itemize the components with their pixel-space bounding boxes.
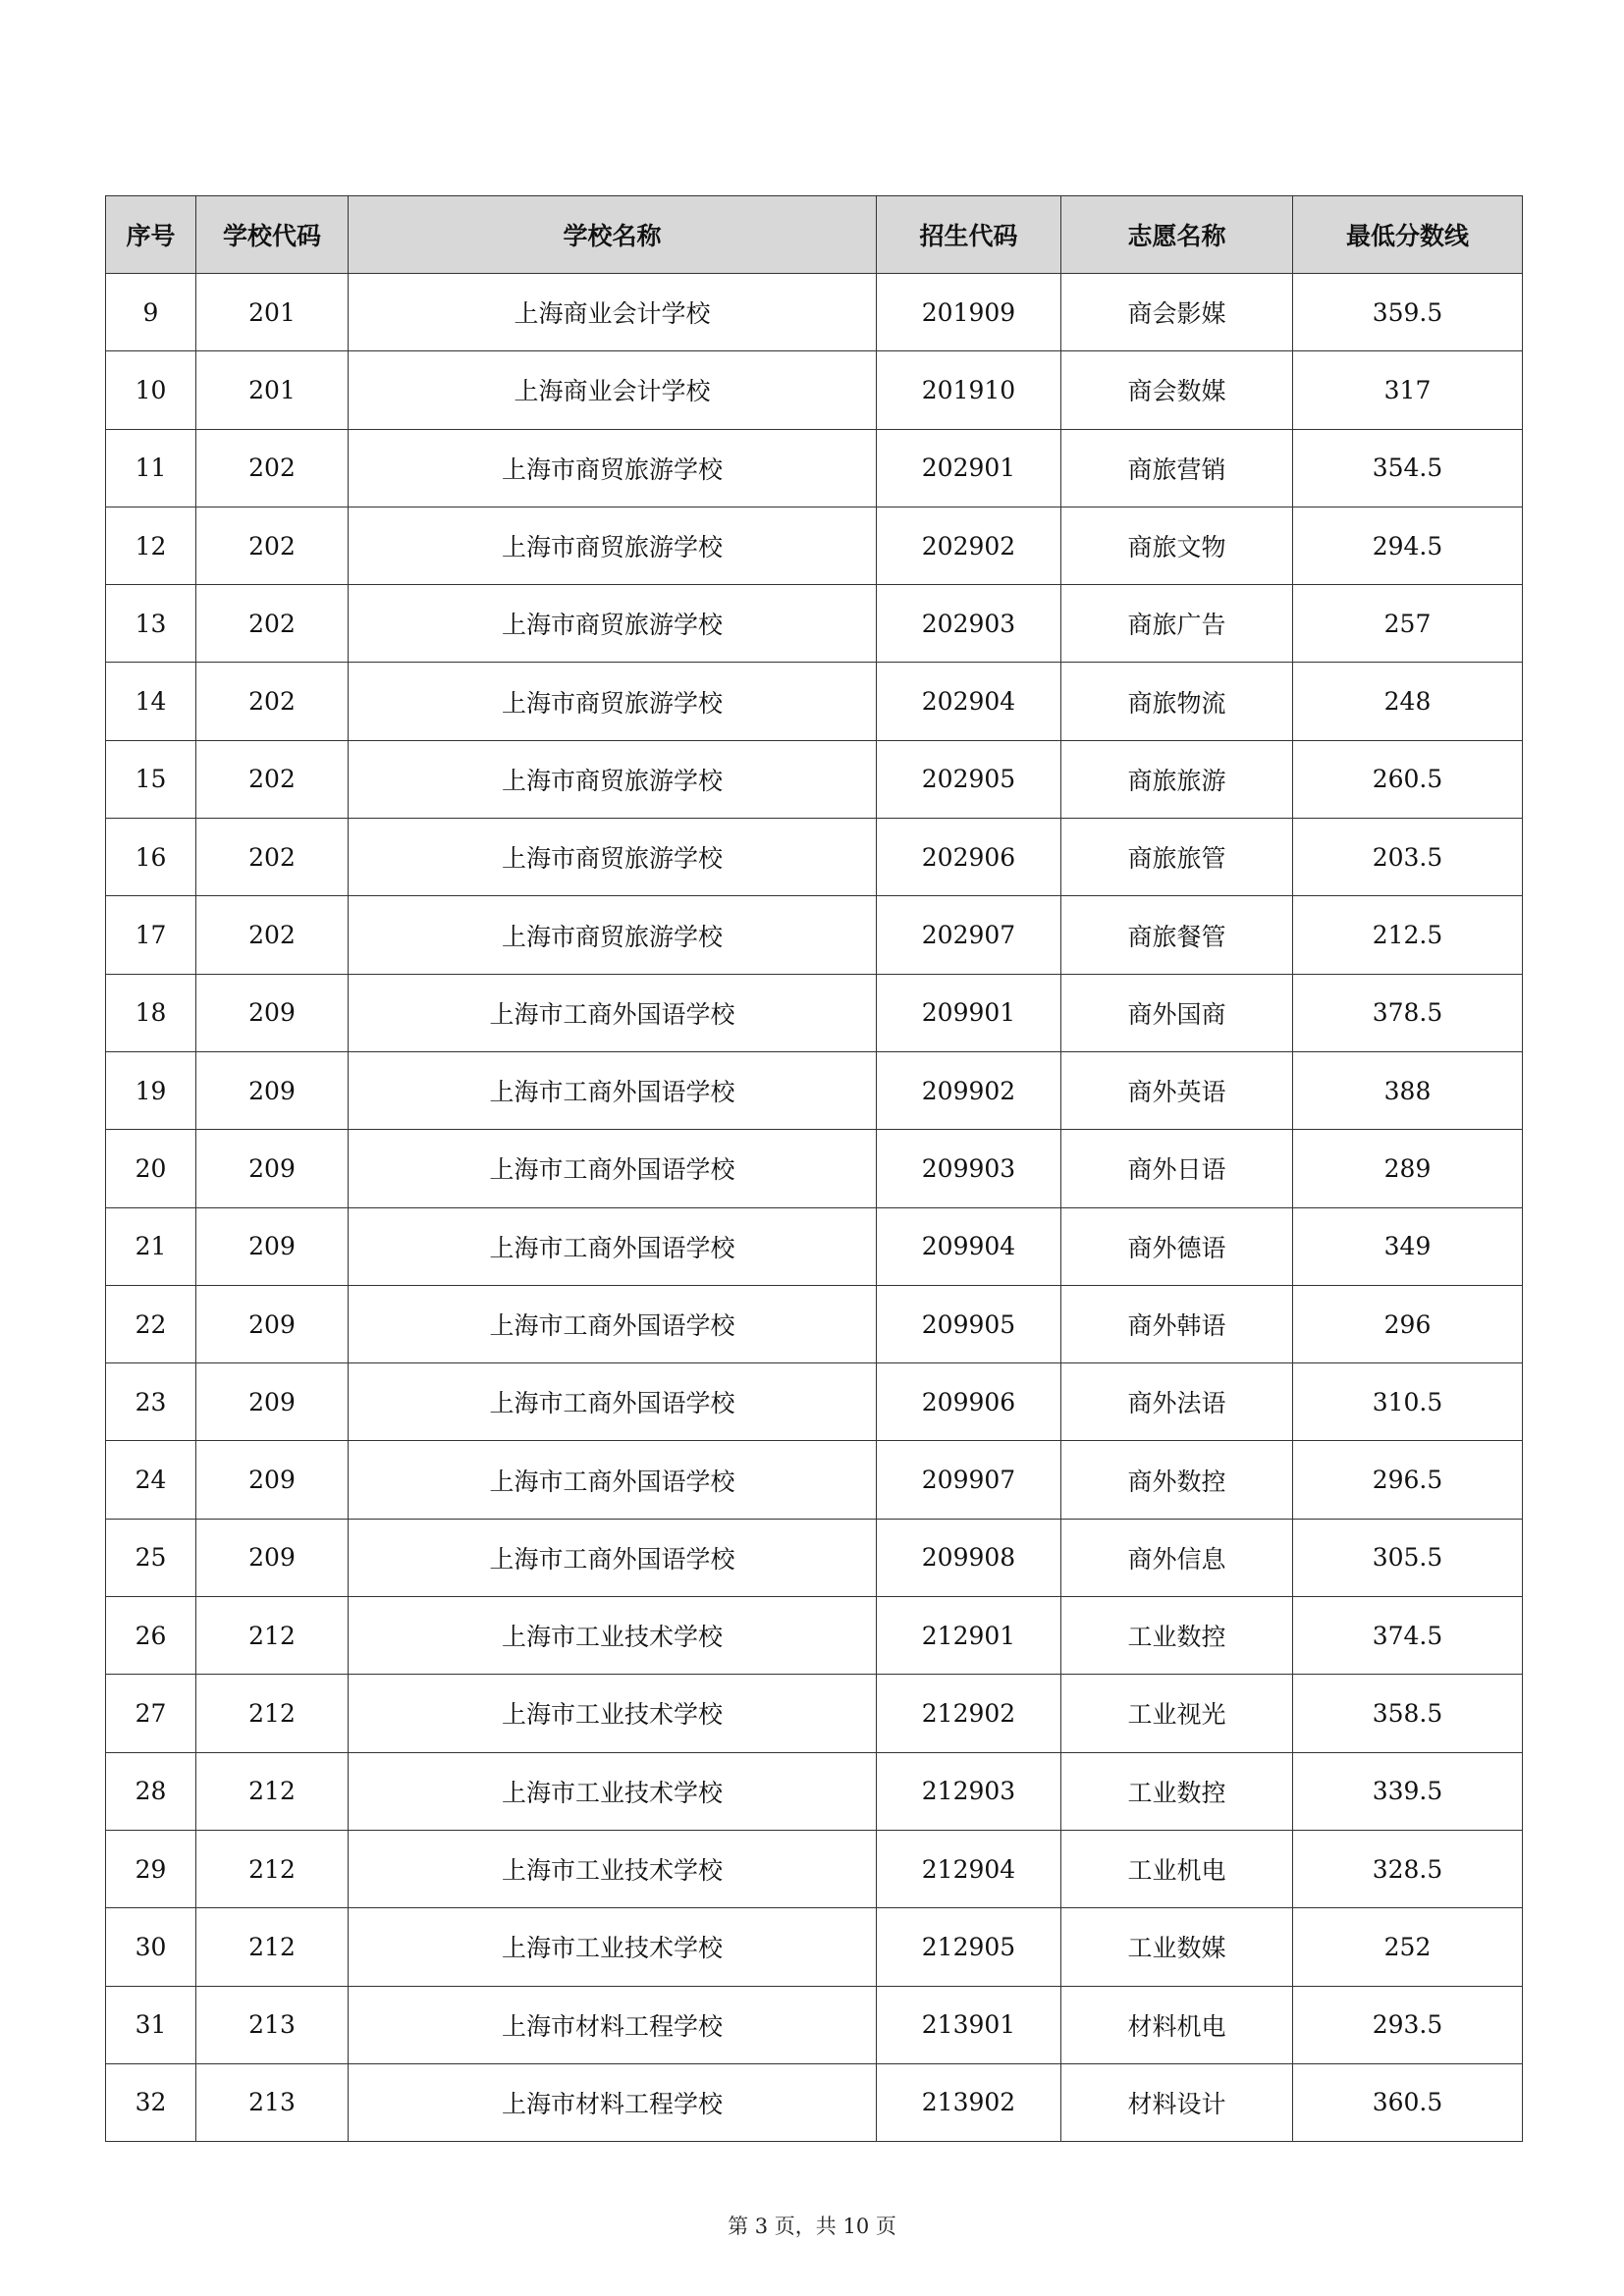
cell-school-code: 202 <box>196 740 349 818</box>
table-row <box>106 819 1523 896</box>
cell-enroll-code: 201909 <box>877 274 1061 351</box>
cell-enroll-code: 209902 <box>877 1051 1061 1129</box>
cell-school-name: 上海市商贸旅游学校 <box>349 819 877 896</box>
cell-enroll-code: 202905 <box>877 740 1061 818</box>
cell-min-score: 358.5 <box>1293 1675 1523 1752</box>
cell-option-name: 商外日语 <box>1061 1130 1293 1207</box>
cell-min-score: 328.5 <box>1293 1830 1523 1907</box>
table-row <box>106 429 1523 507</box>
cell-school-code: 212 <box>196 1597 349 1675</box>
cell-min-score: 289 <box>1293 1130 1523 1207</box>
cell-seq: 19 <box>106 1051 196 1129</box>
cell-min-score: 296 <box>1293 1285 1523 1362</box>
cell-min-score: 378.5 <box>1293 974 1523 1051</box>
cell-school-code: 209 <box>196 1519 349 1596</box>
cell-enroll-code: 212905 <box>877 1908 1061 1986</box>
cell-min-score: 212.5 <box>1293 896 1523 974</box>
table-row <box>106 1285 1523 1362</box>
cell-school-name: 上海商业会计学校 <box>349 351 877 429</box>
cell-option-name: 商旅旅管 <box>1061 819 1293 896</box>
cell-school-code: 209 <box>196 1285 349 1362</box>
cell-enroll-code: 202904 <box>877 663 1061 740</box>
cell-enroll-code: 202903 <box>877 585 1061 663</box>
cell-school-code: 202 <box>196 507 349 584</box>
table-row <box>106 1597 1523 1675</box>
cell-seq: 18 <box>106 974 196 1051</box>
cell-option-name: 商旅文物 <box>1061 507 1293 584</box>
table-row <box>106 351 1523 429</box>
cell-min-score: 349 <box>1293 1207 1523 1285</box>
cell-option-name: 商外数控 <box>1061 1441 1293 1519</box>
cell-school-name: 上海市工商外国语学校 <box>349 1519 877 1596</box>
cell-seq: 16 <box>106 819 196 896</box>
cell-school-name: 上海市工商外国语学校 <box>349 1130 877 1207</box>
cell-enroll-code: 209907 <box>877 1441 1061 1519</box>
table-row <box>106 974 1523 1051</box>
cell-seq: 14 <box>106 663 196 740</box>
cell-school-code: 212 <box>196 1830 349 1907</box>
cell-seq: 26 <box>106 1597 196 1675</box>
cell-option-name: 材料机电 <box>1061 1986 1293 2063</box>
cell-school-name: 上海市工业技术学校 <box>349 1752 877 1830</box>
cell-school-code: 209 <box>196 1207 349 1285</box>
cell-option-name: 工业视光 <box>1061 1675 1293 1752</box>
header-school-code: 学校代码 <box>196 196 349 274</box>
cell-seq: 27 <box>106 1675 196 1752</box>
cell-school-name: 上海市工业技术学校 <box>349 1597 877 1675</box>
cell-min-score: 359.5 <box>1293 274 1523 351</box>
table-row <box>106 1908 1523 1986</box>
cell-school-name: 上海市材料工程学校 <box>349 1986 877 2063</box>
cell-option-name: 商外英语 <box>1061 1051 1293 1129</box>
cell-min-score: 252 <box>1293 1908 1523 1986</box>
table-header-row <box>106 196 1523 274</box>
table-row <box>106 896 1523 974</box>
cell-min-score: 388 <box>1293 1051 1523 1129</box>
cell-school-name: 上海市工商外国语学校 <box>349 1363 877 1441</box>
cell-option-name: 商会数媒 <box>1061 351 1293 429</box>
cell-min-score: 260.5 <box>1293 740 1523 818</box>
table-row <box>106 1051 1523 1129</box>
cell-school-name: 上海商业会计学校 <box>349 274 877 351</box>
table-row <box>106 274 1523 351</box>
cell-enroll-code: 202906 <box>877 819 1061 896</box>
cell-school-code: 212 <box>196 1908 349 1986</box>
cell-seq: 12 <box>106 507 196 584</box>
table-row <box>106 1441 1523 1519</box>
cell-school-name: 上海市工商外国语学校 <box>349 1051 877 1129</box>
cell-seq: 20 <box>106 1130 196 1207</box>
cell-school-code: 202 <box>196 663 349 740</box>
cell-option-name: 商旅广告 <box>1061 585 1293 663</box>
cell-school-code: 213 <box>196 1986 349 2063</box>
cell-school-code: 202 <box>196 585 349 663</box>
cell-enroll-code: 213902 <box>877 2063 1061 2141</box>
cell-min-score: 317 <box>1293 351 1523 429</box>
cell-school-code: 213 <box>196 2063 349 2141</box>
table-row <box>106 1986 1523 2063</box>
cell-min-score: 374.5 <box>1293 1597 1523 1675</box>
cell-school-name: 上海市工商外国语学校 <box>349 1441 877 1519</box>
header-enroll-code: 招生代码 <box>877 196 1061 274</box>
cell-seq: 10 <box>106 351 196 429</box>
cell-seq: 17 <box>106 896 196 974</box>
cell-option-name: 工业数媒 <box>1061 1908 1293 1986</box>
cell-option-name: 商会影媒 <box>1061 274 1293 351</box>
cell-enroll-code: 209908 <box>877 1519 1061 1596</box>
cell-seq: 15 <box>106 740 196 818</box>
cell-min-score: 203.5 <box>1293 819 1523 896</box>
cell-enroll-code: 213901 <box>877 1986 1061 2063</box>
admission-score-table <box>105 195 1523 2142</box>
cell-school-name: 上海市工业技术学校 <box>349 1908 877 1986</box>
cell-enroll-code: 212901 <box>877 1597 1061 1675</box>
cell-min-score: 339.5 <box>1293 1752 1523 1830</box>
cell-school-code: 202 <box>196 896 349 974</box>
cell-option-name: 工业数控 <box>1061 1597 1293 1675</box>
cell-min-score: 360.5 <box>1293 2063 1523 2141</box>
cell-option-name: 商外信息 <box>1061 1519 1293 1596</box>
table-body <box>106 274 1523 2142</box>
table-row <box>106 740 1523 818</box>
cell-enroll-code: 209906 <box>877 1363 1061 1441</box>
cell-option-name: 商旅营销 <box>1061 429 1293 507</box>
cell-enroll-code: 212904 <box>877 1830 1061 1907</box>
cell-option-name: 商外韩语 <box>1061 1285 1293 1362</box>
cell-school-code: 209 <box>196 1130 349 1207</box>
table-row <box>106 1830 1523 1907</box>
cell-school-name: 上海市材料工程学校 <box>349 2063 877 2141</box>
cell-school-code: 209 <box>196 974 349 1051</box>
cell-seq: 28 <box>106 1752 196 1830</box>
cell-enroll-code: 201910 <box>877 351 1061 429</box>
cell-option-name: 商外德语 <box>1061 1207 1293 1285</box>
page-number: 第 3 页，共 10 页 <box>728 2215 896 2238</box>
cell-school-code: 209 <box>196 1051 349 1129</box>
cell-school-name: 上海市工商外国语学校 <box>349 974 877 1051</box>
cell-enroll-code: 209905 <box>877 1285 1061 1362</box>
cell-option-name: 工业数控 <box>1061 1752 1293 1830</box>
table-row <box>106 1519 1523 1596</box>
cell-seq: 23 <box>106 1363 196 1441</box>
cell-school-code: 202 <box>196 819 349 896</box>
cell-enroll-code: 202901 <box>877 429 1061 507</box>
cell-school-code: 212 <box>196 1752 349 1830</box>
cell-school-code: 202 <box>196 429 349 507</box>
cell-option-name: 材料设计 <box>1061 2063 1293 2141</box>
table-row <box>106 1752 1523 1830</box>
table-row <box>106 1363 1523 1441</box>
cell-school-name: 上海市商贸旅游学校 <box>349 896 877 974</box>
cell-school-code: 209 <box>196 1363 349 1441</box>
cell-school-name: 上海市商贸旅游学校 <box>349 507 877 584</box>
cell-school-name: 上海市工业技术学校 <box>349 1830 877 1907</box>
cell-min-score: 305.5 <box>1293 1519 1523 1596</box>
cell-seq: 25 <box>106 1519 196 1596</box>
table-row <box>106 1130 1523 1207</box>
cell-seq: 30 <box>106 1908 196 1986</box>
cell-option-name: 工业机电 <box>1061 1830 1293 1907</box>
cell-school-name: 上海市商贸旅游学校 <box>349 429 877 507</box>
cell-school-code: 201 <box>196 274 349 351</box>
cell-seq: 11 <box>106 429 196 507</box>
cell-option-name: 商旅物流 <box>1061 663 1293 740</box>
table-row <box>106 1675 1523 1752</box>
cell-option-name: 商旅餐管 <box>1061 896 1293 974</box>
table-row <box>106 1207 1523 1285</box>
cell-seq: 13 <box>106 585 196 663</box>
header-school-name: 学校名称 <box>349 196 877 274</box>
table-row <box>106 507 1523 584</box>
table-row <box>106 663 1523 740</box>
cell-enroll-code: 212903 <box>877 1752 1061 1830</box>
cell-school-name: 上海市工业技术学校 <box>349 1675 877 1752</box>
header-min-score: 最低分数线 <box>1293 196 1523 274</box>
table-row <box>106 2063 1523 2141</box>
cell-seq: 24 <box>106 1441 196 1519</box>
cell-enroll-code: 212902 <box>877 1675 1061 1752</box>
cell-school-code: 212 <box>196 1675 349 1752</box>
cell-min-score: 248 <box>1293 663 1523 740</box>
table-row <box>106 585 1523 663</box>
cell-school-name: 上海市商贸旅游学校 <box>349 663 877 740</box>
cell-enroll-code: 209904 <box>877 1207 1061 1285</box>
cell-school-name: 上海市工商外国语学校 <box>349 1207 877 1285</box>
cell-option-name: 商旅旅游 <box>1061 740 1293 818</box>
cell-seq: 29 <box>106 1830 196 1907</box>
cell-option-name: 商外国商 <box>1061 974 1293 1051</box>
cell-min-score: 310.5 <box>1293 1363 1523 1441</box>
cell-seq: 31 <box>106 1986 196 2063</box>
cell-school-code: 209 <box>196 1441 349 1519</box>
cell-option-name: 商外法语 <box>1061 1363 1293 1441</box>
cell-enroll-code: 202902 <box>877 507 1061 584</box>
header-seq: 序号 <box>106 196 196 274</box>
cell-min-score: 296.5 <box>1293 1441 1523 1519</box>
cell-enroll-code: 202907 <box>877 896 1061 974</box>
cell-school-name: 上海市商贸旅游学校 <box>349 585 877 663</box>
cell-min-score: 354.5 <box>1293 429 1523 507</box>
cell-seq: 21 <box>106 1207 196 1285</box>
header-option-name: 志愿名称 <box>1061 196 1293 274</box>
cell-school-name: 上海市商贸旅游学校 <box>349 740 877 818</box>
cell-min-score: 294.5 <box>1293 507 1523 584</box>
cell-seq: 22 <box>106 1285 196 1362</box>
cell-min-score: 257 <box>1293 585 1523 663</box>
cell-school-code: 201 <box>196 351 349 429</box>
cell-seq: 9 <box>106 274 196 351</box>
cell-school-name: 上海市工商外国语学校 <box>349 1285 877 1362</box>
cell-min-score: 293.5 <box>1293 1986 1523 2063</box>
cell-enroll-code: 209901 <box>877 974 1061 1051</box>
cell-seq: 32 <box>106 2063 196 2141</box>
cell-enroll-code: 209903 <box>877 1130 1061 1207</box>
